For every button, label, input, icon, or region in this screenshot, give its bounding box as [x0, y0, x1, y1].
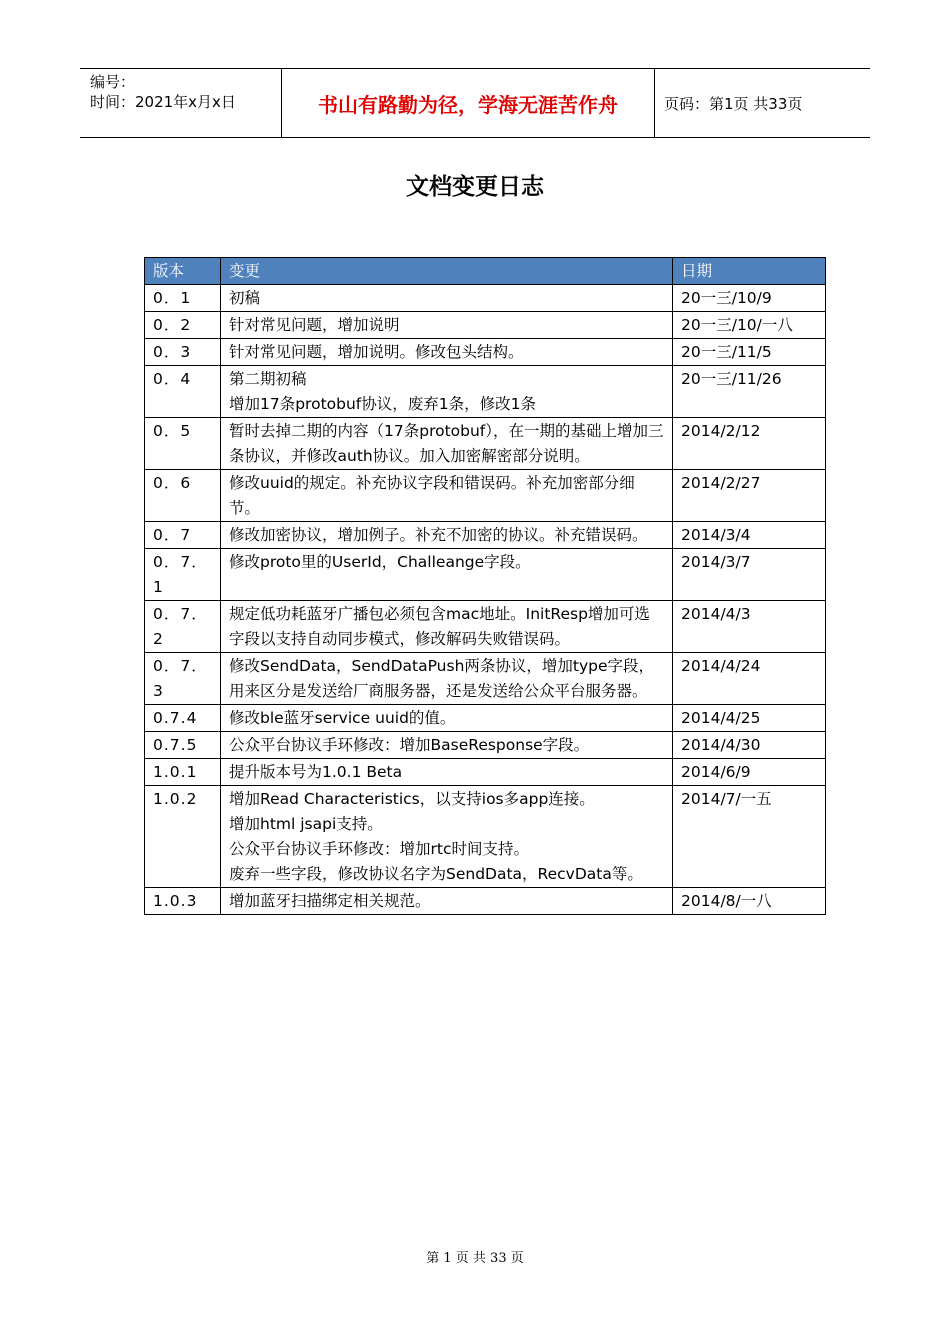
version-cell: 0．6	[145, 470, 221, 522]
date-cell: 20一三/10/9	[673, 285, 826, 312]
change-line: 公众平台协议手环修改：增加BaseResponse字段。	[229, 736, 590, 754]
change-line: 修改加密协议，增加例子。补充不加密的协议。补充错误码。	[229, 526, 648, 544]
changes-cell	[221, 759, 673, 786]
version-cell: 0．1	[145, 285, 221, 312]
table-row	[145, 732, 826, 759]
table-header-row	[145, 258, 826, 285]
changes-cell	[221, 522, 673, 549]
date-cell: 2014/3/4	[673, 522, 826, 549]
changes-cell	[221, 470, 673, 522]
change-line: 第二期初稿	[229, 370, 307, 388]
change-line: 规定低功耗蓝牙广播包必须包含mac地址。InitResp增加可选字段以支持自动同步模式，修改解码失败错误码。	[229, 605, 650, 648]
table-row	[145, 470, 826, 522]
version-cell: 1.0.2	[145, 786, 221, 888]
page-header	[80, 68, 870, 138]
change-line: 增加蓝牙扫描绑定相关规范。	[229, 892, 431, 910]
date-cell: 2014/4/30	[673, 732, 826, 759]
date-cell: 2014/4/24	[673, 653, 826, 705]
table-body	[145, 285, 826, 915]
column-header-version: 版本	[145, 258, 221, 285]
document-time-label: 时间：2021年x月x日	[90, 93, 236, 111]
change-line: 废弃一些字段，修改协议名字为SendData，RecvData等。	[229, 865, 643, 883]
change-line: 公众平台协议手环修改：增加rtc时间支持。	[229, 840, 529, 858]
table-row	[145, 786, 826, 888]
table-row	[145, 653, 826, 705]
table-row	[145, 285, 826, 312]
date-cell: 2014/2/12	[673, 418, 826, 470]
change-line: 修改proto里的UserId，Challeange字段。	[229, 553, 531, 571]
change-log-table	[144, 257, 826, 915]
date-cell: 2014/4/25	[673, 705, 826, 732]
change-line: 修改uuid的规定。补充协议字段和错误码。补充加密部分细节。	[229, 474, 635, 517]
change-line: 增加Read Characteristics，以支持ios多app连接。	[229, 790, 595, 808]
column-header-changes: 变更	[221, 258, 673, 285]
table-row	[145, 366, 826, 418]
date-cell: 20一三/10/一八	[673, 312, 826, 339]
document-number-label: 编号：	[90, 73, 136, 91]
changes-cell	[221, 312, 673, 339]
version-cell: 0．7	[145, 522, 221, 549]
version-cell: 0．4	[145, 366, 221, 418]
table-row	[145, 549, 826, 601]
header-motto: 书山有路勤为径，学海无涯苦作舟	[282, 69, 655, 137]
changes-cell	[221, 366, 673, 418]
date-cell: 20一三/11/5	[673, 339, 826, 366]
change-line: 修改ble蓝牙service uuid的值。	[229, 709, 456, 727]
change-line: 修改SendData，SendDataPush两条协议，增加type字段，用来区分是发送给厂商服务器，还是发送给公众平台服务器。	[229, 657, 655, 700]
date-cell: 2014/6/9	[673, 759, 826, 786]
changes-cell	[221, 549, 673, 601]
table-row	[145, 601, 826, 653]
date-cell: 2014/2/27	[673, 470, 826, 522]
change-line: 针对常见问题，增加说明	[229, 316, 400, 334]
version-cell: 1.0.3	[145, 888, 221, 915]
change-line: 针对常见问题，增加说明。修改包头结构。	[229, 343, 524, 361]
page-footer: 第 1 页 共 33 页	[426, 1251, 524, 1266]
changes-cell	[221, 653, 673, 705]
version-cell: 1.0.1	[145, 759, 221, 786]
table-row	[145, 522, 826, 549]
version-cell: 0．7．3	[145, 653, 221, 705]
date-cell: 2014/4/3	[673, 601, 826, 653]
version-cell: 0．7．1	[145, 549, 221, 601]
table-row	[145, 418, 826, 470]
changes-cell	[221, 339, 673, 366]
changes-cell	[221, 786, 673, 888]
table-row	[145, 759, 826, 786]
changes-cell	[221, 888, 673, 915]
column-header-date: 日期	[673, 258, 826, 285]
version-cell: 0．3	[145, 339, 221, 366]
header-meta	[80, 69, 282, 137]
header-page-info: 页码：第1页 共33页	[664, 94, 803, 113]
table-row	[145, 705, 826, 732]
date-cell: 2014/3/7	[673, 549, 826, 601]
version-cell: 0.7.4	[145, 705, 221, 732]
changes-cell	[221, 705, 673, 732]
date-cell: 20一三/11/26	[673, 366, 826, 418]
version-cell: 0．7．2	[145, 601, 221, 653]
version-cell: 0．2	[145, 312, 221, 339]
table-row	[145, 888, 826, 915]
version-cell: 0.7.5	[145, 732, 221, 759]
changes-cell	[221, 601, 673, 653]
change-line: 提升版本号为1.0.1 Beta	[229, 763, 403, 781]
changes-cell	[221, 285, 673, 312]
date-cell: 2014/8/一八	[673, 888, 826, 915]
change-line: 增加html jsapi支持。	[229, 815, 383, 833]
version-cell: 0．5	[145, 418, 221, 470]
changes-cell	[221, 418, 673, 470]
table-row	[145, 312, 826, 339]
table-row	[145, 339, 826, 366]
document-title: 文档变更日志	[406, 174, 544, 200]
changes-cell	[221, 732, 673, 759]
change-line: 暂时去掉二期的内容（17条protobuf），在一期的基础上增加三条协议，并修改auth协议。加入加密解密部分说明。	[229, 422, 664, 465]
date-cell: 2014/7/一五	[673, 786, 826, 888]
change-line: 增加17条protobuf协议，废弃1条，修改1条	[229, 395, 536, 413]
change-line: 初稿	[229, 289, 261, 307]
